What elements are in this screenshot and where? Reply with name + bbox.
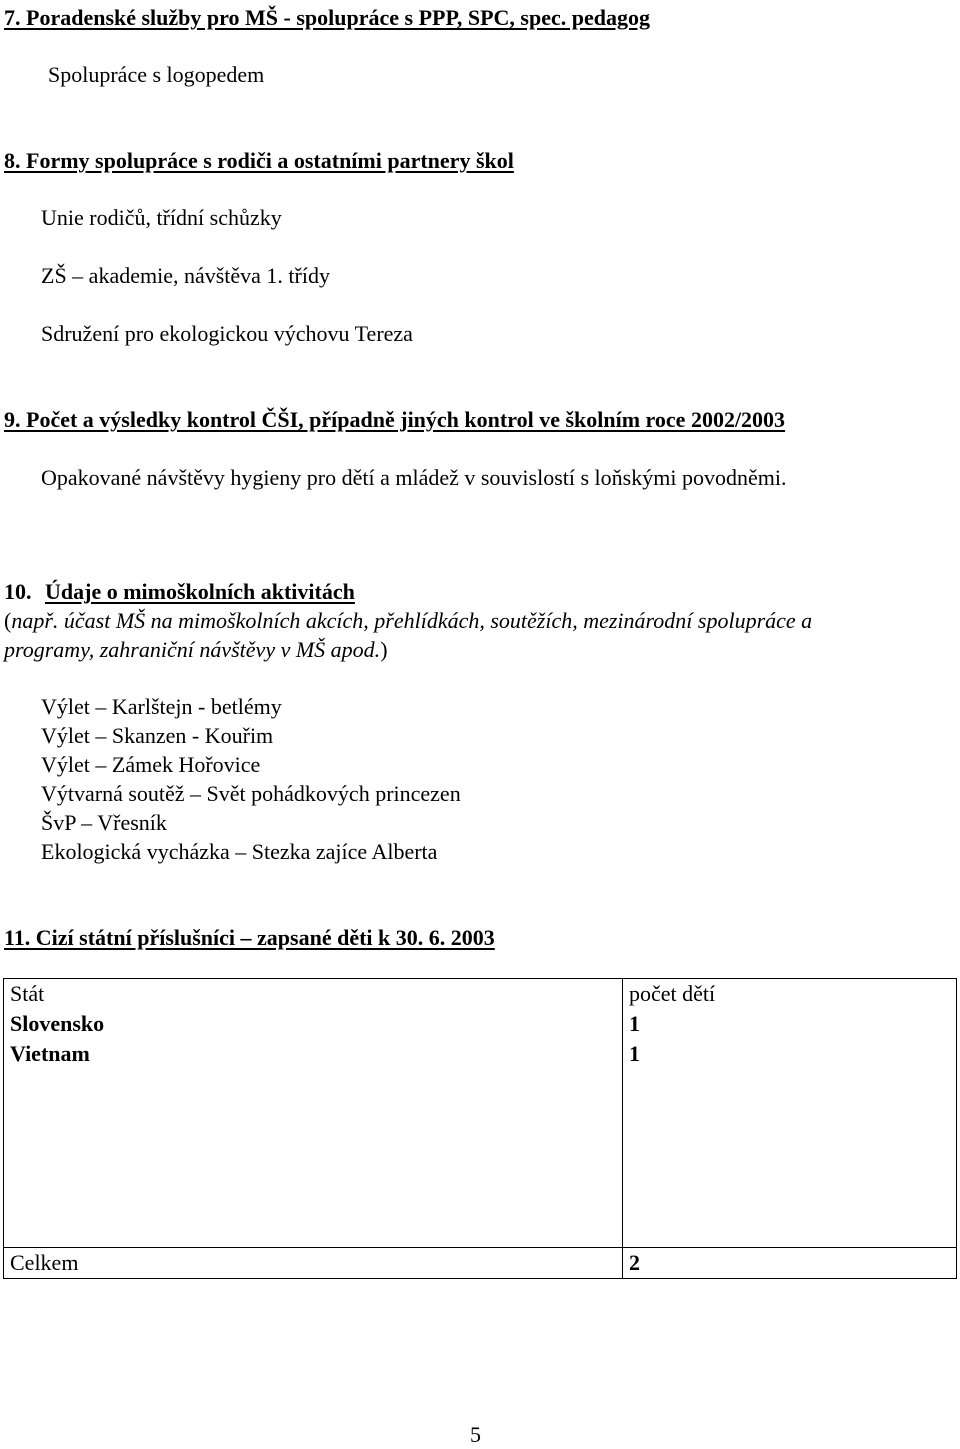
section-8-item: ZŠ – akademie, návštěva 1. třídy [41,263,330,288]
activity-item: ŠvP – Vřesník [41,810,167,835]
activity-item: Výlet – Skanzen - Kouřim [41,723,274,748]
note-text-2: programy, zahraniční návštěvy v MŠ apod. [4,637,381,662]
table-row-empty [4,1069,957,1099]
section-7-item: Spolupráce s logopedem [48,62,265,87]
total-value: 2 [623,1248,957,1279]
activity-item: Výtvarná soutěž – Svět pohádkových princezen [41,781,461,806]
activity-item: Výlet – Karlštejn - betlémy [41,694,282,719]
section-10-number: 10. [4,579,32,604]
section-8-item: Sdružení pro ekologickou výchovu Tereza [41,321,413,346]
table-total-row [4,1248,957,1279]
header-state: Stát [4,979,623,1010]
row-count: 1 [623,1039,957,1069]
note-open-paren: ( [4,608,12,633]
table-row-empty [4,1099,957,1129]
page-number: 5 [470,1422,481,1447]
section-10-note-line2 [4,636,388,664]
row-state: Vietnam [4,1039,623,1069]
row-state: Slovensko [4,1009,623,1039]
activity-item: Ekologická vycházka – Stezka zajíce Alberta [41,839,438,864]
header-count: počet dětí [623,979,957,1010]
total-label: Celkem [4,1248,623,1279]
section-10-heading [4,578,355,606]
table-header-row [4,979,957,1010]
section-8-item: Unie rodičů, třídní schůzky [41,205,282,230]
table-row [4,1039,957,1069]
foreign-children-table [3,978,957,1279]
section-7-heading: 7. Poradenské služby pro MŠ - spolupráce s PPP, SPC, spec. pedagog [4,5,650,30]
section-9-text: Opakované návštěvy hygieny pro dětí a mládež v souvislostí s loňskými povodněmi. [41,465,787,490]
section-8-heading: 8. Formy spolupráce s rodiči a ostatními partnery škol [4,148,514,173]
section-11-heading: 11. Cizí státní příslušníci – zapsané děti k 30. 6. 2003 [4,925,495,950]
table-row [4,1009,957,1039]
section-10-title: Údaje o mimoškolních aktivitách [45,579,355,604]
activity-item: Výlet – Zámek Hořovice [41,752,261,777]
table-row-empty [4,1129,957,1248]
note-text-1: např. účast MŠ na mimoškolních akcích, přehlídkách, soutěžích, mezinárodní spolupráce a [11,608,813,633]
row-count: 1 [623,1009,957,1039]
note-close-paren: ) [380,637,388,662]
section-10-note-line1 [4,607,812,635]
section-9-heading: 9. Počet a výsledky kontrol ČŠI, případně jiných kontrol ve školním roce 2002/2003 [4,407,786,432]
